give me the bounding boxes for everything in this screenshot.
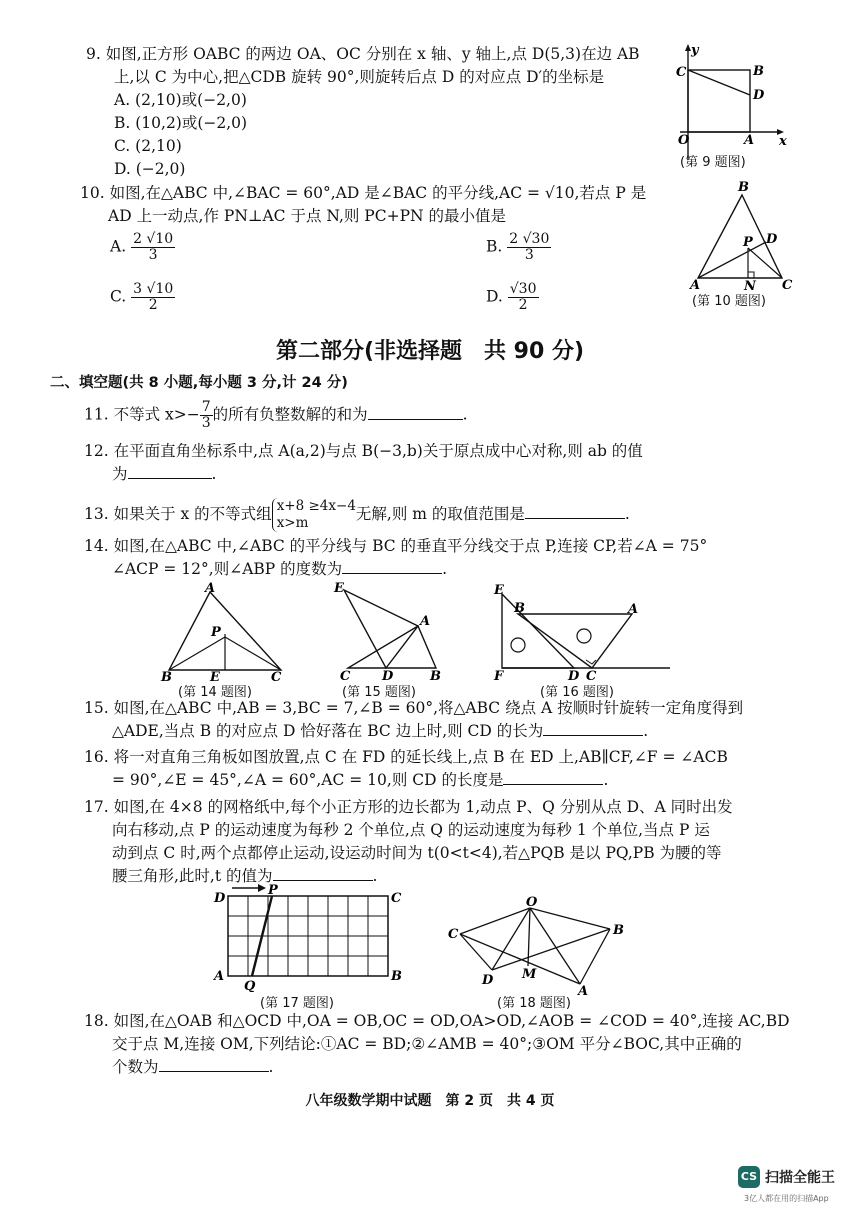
fig15-label-C: C bbox=[340, 669, 351, 684]
q14-answer-blank[interactable] bbox=[342, 559, 442, 574]
q17-line1: 17. 如图,在 4×8 的网格纸中,每个小正方形的边长都为 1,动点 P、Q 分别从点 D、A 同时出发 bbox=[84, 798, 733, 816]
q17-line4: 腰三角形,此时,t 的值为 bbox=[112, 867, 273, 885]
q18-line1: 18. 如图,在△OAB 和△OCD 中,OA = OB,OC = OD,OA>OD,∠AOB = ∠COD = 40°,连接 AC,BD bbox=[84, 1012, 790, 1030]
q9-option-d: D. (−2,0) bbox=[114, 160, 186, 178]
q18-line2: 交于点 M,连接 OM,下列结论:①AC = BD;②∠AMB = 40°;③OM 平分∠BOC,其中正确的 bbox=[112, 1035, 742, 1053]
figure-16 bbox=[488, 580, 678, 684]
fig14-caption: (第 14 题图) bbox=[178, 685, 252, 700]
section-2-title: 第二部分(非选择题 共 90 分) bbox=[275, 339, 585, 364]
fig17-label-C: C bbox=[391, 891, 402, 906]
fig10-label-A: A bbox=[690, 278, 701, 292]
q18-line3: 个数为 bbox=[112, 1058, 159, 1076]
q15-line2: △ADE,当点 B 的对应点 D 恰好落在 BC 边上时,则 CD 的长为 bbox=[112, 722, 544, 740]
fig15-label-E: E bbox=[334, 581, 344, 596]
q10-option-d-frac: $\frac{√30}{2}$ bbox=[509, 281, 537, 313]
fig9-label-y: y bbox=[691, 43, 699, 58]
q17-line2: 向右移动,点 P 的运动速度为每秒 2 个单位,点 Q 的运动速度为每秒 1 个单位,当点 P 运 bbox=[112, 821, 710, 839]
question-17: 17. 如图,在 4×8 的网格纸中,每个小正方形的边长都为 1,动点 P、Q 分别从点 D、A 同时出发 向右移动,点 P 的运动速度为每秒 2 个单位,点 Q 的运动速度为每秒 1 个单位,当点 P 运 动到点 C 时,两个点都停止运动,设运动时间为 t(0<t<4),若△PQB 是以 PQ,PB 为腰的等 腰三角形,此时,t 的值为 . bbox=[84, 796, 794, 888]
fig17-label-D: D bbox=[214, 891, 226, 906]
q10-option-b-letter: B. bbox=[486, 237, 503, 256]
fig16-caption: (第 16 题图) bbox=[540, 685, 614, 700]
fig16-label-F: F bbox=[494, 669, 504, 684]
q17-answer-blank[interactable] bbox=[273, 866, 373, 881]
q12-answer-blank[interactable] bbox=[128, 464, 212, 479]
fig16-label-C: C bbox=[586, 669, 597, 684]
figure-15 bbox=[328, 580, 453, 684]
fig9-label-D: D bbox=[753, 88, 765, 103]
question-9 bbox=[86, 43, 666, 181]
fig10-label-C: C bbox=[782, 278, 793, 292]
q10-option-a-letter: A. bbox=[110, 237, 127, 256]
fig15-label-D: D bbox=[382, 669, 394, 684]
q10-option-b-frac: $\frac{2 √30}{3}$ bbox=[509, 231, 550, 263]
fig17-caption: (第 17 题图) bbox=[260, 996, 334, 1011]
q13-answer-blank[interactable] bbox=[525, 504, 625, 519]
fig10-label-N: N bbox=[744, 279, 756, 292]
fig15-label-A: A bbox=[420, 614, 431, 629]
q13-inequality-system: x+8 ≥4x−4 x>m bbox=[272, 498, 356, 532]
q10-option-b bbox=[486, 232, 551, 263]
question-10 bbox=[80, 182, 690, 228]
fig10-label-D: D bbox=[766, 232, 778, 247]
q9-line2: 上,以 C 为中心,把△CDB 旋转 90°,则旋转后点 D 的对应点 D′的坐标是 bbox=[114, 68, 605, 86]
fig16-label-E: E bbox=[494, 583, 504, 598]
fig9-label-A: A bbox=[744, 133, 755, 148]
figure-18 bbox=[442, 896, 632, 996]
fig16-label-D: D bbox=[568, 669, 580, 684]
q10-option-d bbox=[486, 282, 539, 313]
fig18-label-O: O bbox=[526, 896, 538, 910]
q10-option-c-frac: $\frac{3 √10}{2}$ bbox=[133, 281, 174, 313]
fig9-label-B: B bbox=[753, 64, 764, 79]
watermark-tagline: 3亿人都在用的扫描App bbox=[744, 1194, 829, 1203]
q16-line2: = 90°,∠E = 45°,∠A = 60°,AC = 10,则 CD 的长度是 bbox=[112, 771, 504, 789]
fig10-caption: (第 10 题图) bbox=[692, 294, 766, 309]
q10-option-c-letter: C. bbox=[110, 287, 127, 306]
figure-10 bbox=[686, 180, 796, 292]
fig18-label-B: B bbox=[613, 923, 624, 938]
question-11: 11. 不等式 x>− $\frac{7}{3}$ 的所有负整数解的和为 . bbox=[84, 399, 468, 431]
fig16-label-B: B bbox=[514, 601, 525, 616]
q15-answer-blank[interactable] bbox=[543, 721, 643, 736]
fig15-label-B: B bbox=[430, 669, 441, 684]
fig9-label-x: x bbox=[779, 134, 787, 149]
fig17-label-A: A bbox=[214, 969, 225, 984]
fig18-label-A: A bbox=[578, 984, 589, 996]
q13-post: 无解,则 m 的取值范围是 bbox=[355, 505, 525, 523]
fig14-label-B: B bbox=[161, 670, 172, 684]
fig9-label-O: O bbox=[678, 133, 690, 148]
fig14-label-C: C bbox=[271, 670, 282, 684]
q10-option-d-letter: D. bbox=[486, 287, 503, 306]
q14-line1: 14. 如图,在△ABC 中,∠ABC 的平分线与 BC 的垂直平分线交于点 P,连接 CP,若∠A = 75° bbox=[84, 537, 708, 555]
q12-line1: 12. 在平面直角坐标系中,点 A(a,2)与点 B(−3,b)关于原点成中心对称,则 ab 的值 bbox=[84, 442, 643, 460]
fig18-label-M: M bbox=[522, 967, 537, 982]
fig16-label-A: A bbox=[628, 602, 639, 617]
fig17-label-B: B bbox=[391, 969, 402, 984]
figure-17 bbox=[208, 884, 408, 992]
fig10-label-P: P bbox=[743, 235, 753, 250]
q9-option-c: C. (2,10) bbox=[114, 137, 182, 155]
q17-line3: 动到点 C 时,两个点都停止运动,设运动时间为 t(0<t<4),若△PQB 是以 PQ,PB 为腰的等 bbox=[112, 844, 722, 862]
q16-line1: 16. 将一对直角三角板如图放置,点 C 在 FD 的延长线上,点 B 在 ED 上,AB∥CF,∠F = ∠ACB bbox=[84, 748, 728, 766]
page-footer: 八年级数学期中试题 第 2 页 共 4 页 bbox=[305, 1093, 555, 1109]
q12-line2: 为 bbox=[112, 465, 128, 483]
q9-option-b: B. (10,2)或(−2,0) bbox=[114, 114, 248, 132]
q14-line2: ∠ACP = 12°,则∠ABP 的度数为 bbox=[112, 560, 343, 578]
q11-frac: $\frac{7}{3}$ bbox=[201, 399, 211, 431]
q10-line2: AD 上一动点,作 PN⊥AC 于点 N,则 PC+PN 的最小值是 bbox=[108, 207, 506, 225]
q10-option-a bbox=[110, 232, 175, 263]
question-16: 16. 将一对直角三角板如图放置,点 C 在 FD 的延长线上,点 B 在 ED 上,AB∥CF,∠F = ∠ACB = 90°,∠E = 45°,∠A = 60°,AC = 10,则 CD 的长度是 . bbox=[84, 746, 794, 792]
q9-line1: 9. 如图,正方形 OABC 的两边 OA、OC 分别在 x 轴、y 轴上,点 D(5,3)在边 AB bbox=[86, 45, 640, 63]
fig9-caption: (第 9 题图) bbox=[680, 155, 746, 170]
fig10-label-B: B bbox=[738, 180, 749, 195]
q15-line1: 15. 如图,在△ABC 中,AB = 3,BC = 7,∠B = 60°,将△ABC 绕点 A 按顺时针旋转一定角度得到 bbox=[84, 699, 744, 717]
scanner-watermark bbox=[738, 1166, 835, 1188]
fig14-label-A: A bbox=[205, 582, 216, 596]
fig14-label-E: E bbox=[210, 670, 220, 684]
question-18: 18. 如图,在△OAB 和△OCD 中,OA = OB,OC = OD,OA>OD,∠AOB = ∠COD = 40°,连接 AC,BD 交于点 M,连接 OM,下列结论:①AC = BD;②∠AMB = 40°;③OM 平分∠BOC,其中正确的 个数为 . bbox=[84, 1010, 794, 1079]
question-15: 15. 如图,在△ABC 中,AB = 3,BC = 7,∠B = 60°,将△ABC 绕点 A 按顺时针旋转一定角度得到 △ADE,当点 B 的对应点 D 恰好落在 BC 边上时,则 CD 的长为 . bbox=[84, 697, 794, 743]
q11-post: 的所有负整数解的和为 bbox=[212, 405, 368, 424]
q11-answer-blank[interactable] bbox=[368, 405, 463, 420]
question-12: 12. 在平面直角坐标系中,点 A(a,2)与点 B(−3,b)关于原点成中心对称,则 ab 的值 为 . bbox=[84, 440, 784, 486]
section-fill-blank-header: 二、填空题(共 8 小题,每小题 3 分,计 24 分) bbox=[50, 375, 348, 391]
question-14: 14. 如图,在△ABC 中,∠ABC 的平分线与 BC 的垂直平分线交于点 P,连接 CP,若∠A = 75° ∠ACP = 12°,则∠ABP 的度数为 . bbox=[84, 535, 794, 581]
q16-answer-blank[interactable] bbox=[503, 770, 603, 785]
fig17-label-Q: Q bbox=[244, 979, 256, 992]
q10-option-a-frac: $\frac{2 √10}{3}$ bbox=[133, 231, 174, 263]
q11-pre: 11. 不等式 x>− bbox=[84, 405, 200, 424]
fig18-label-C: C bbox=[448, 927, 459, 942]
fig9-label-C: C bbox=[676, 65, 687, 80]
fig14-label-P: P bbox=[211, 625, 221, 640]
figure-14 bbox=[155, 582, 295, 684]
question-13: 13. 如果关于 x 的不等式组 x+8 ≥4x−4 x>m 无解,则 m 的取值范围是 . bbox=[84, 498, 630, 531]
fig18-label-D: D bbox=[482, 973, 494, 988]
q10-line1: 10. 如图,在△ABC 中,∠BAC = 60°,AD 是∠BAC 的平分线,AC = √10,若点 P 是 bbox=[80, 184, 647, 202]
q13-pre: 13. 如果关于 x 的不等式组 bbox=[84, 505, 272, 523]
fig17-label-P: P bbox=[268, 884, 278, 898]
q18-answer-blank[interactable] bbox=[159, 1057, 269, 1072]
watermark-name: 扫描全能王 bbox=[765, 1170, 835, 1186]
q9-option-a: A. (2,10)或(−2,0) bbox=[114, 91, 247, 109]
camscanner-logo-icon: CS bbox=[738, 1166, 760, 1188]
fig18-caption: (第 18 题图) bbox=[497, 996, 571, 1011]
fig15-caption: (第 15 题图) bbox=[342, 685, 416, 700]
q10-option-c bbox=[110, 282, 175, 313]
